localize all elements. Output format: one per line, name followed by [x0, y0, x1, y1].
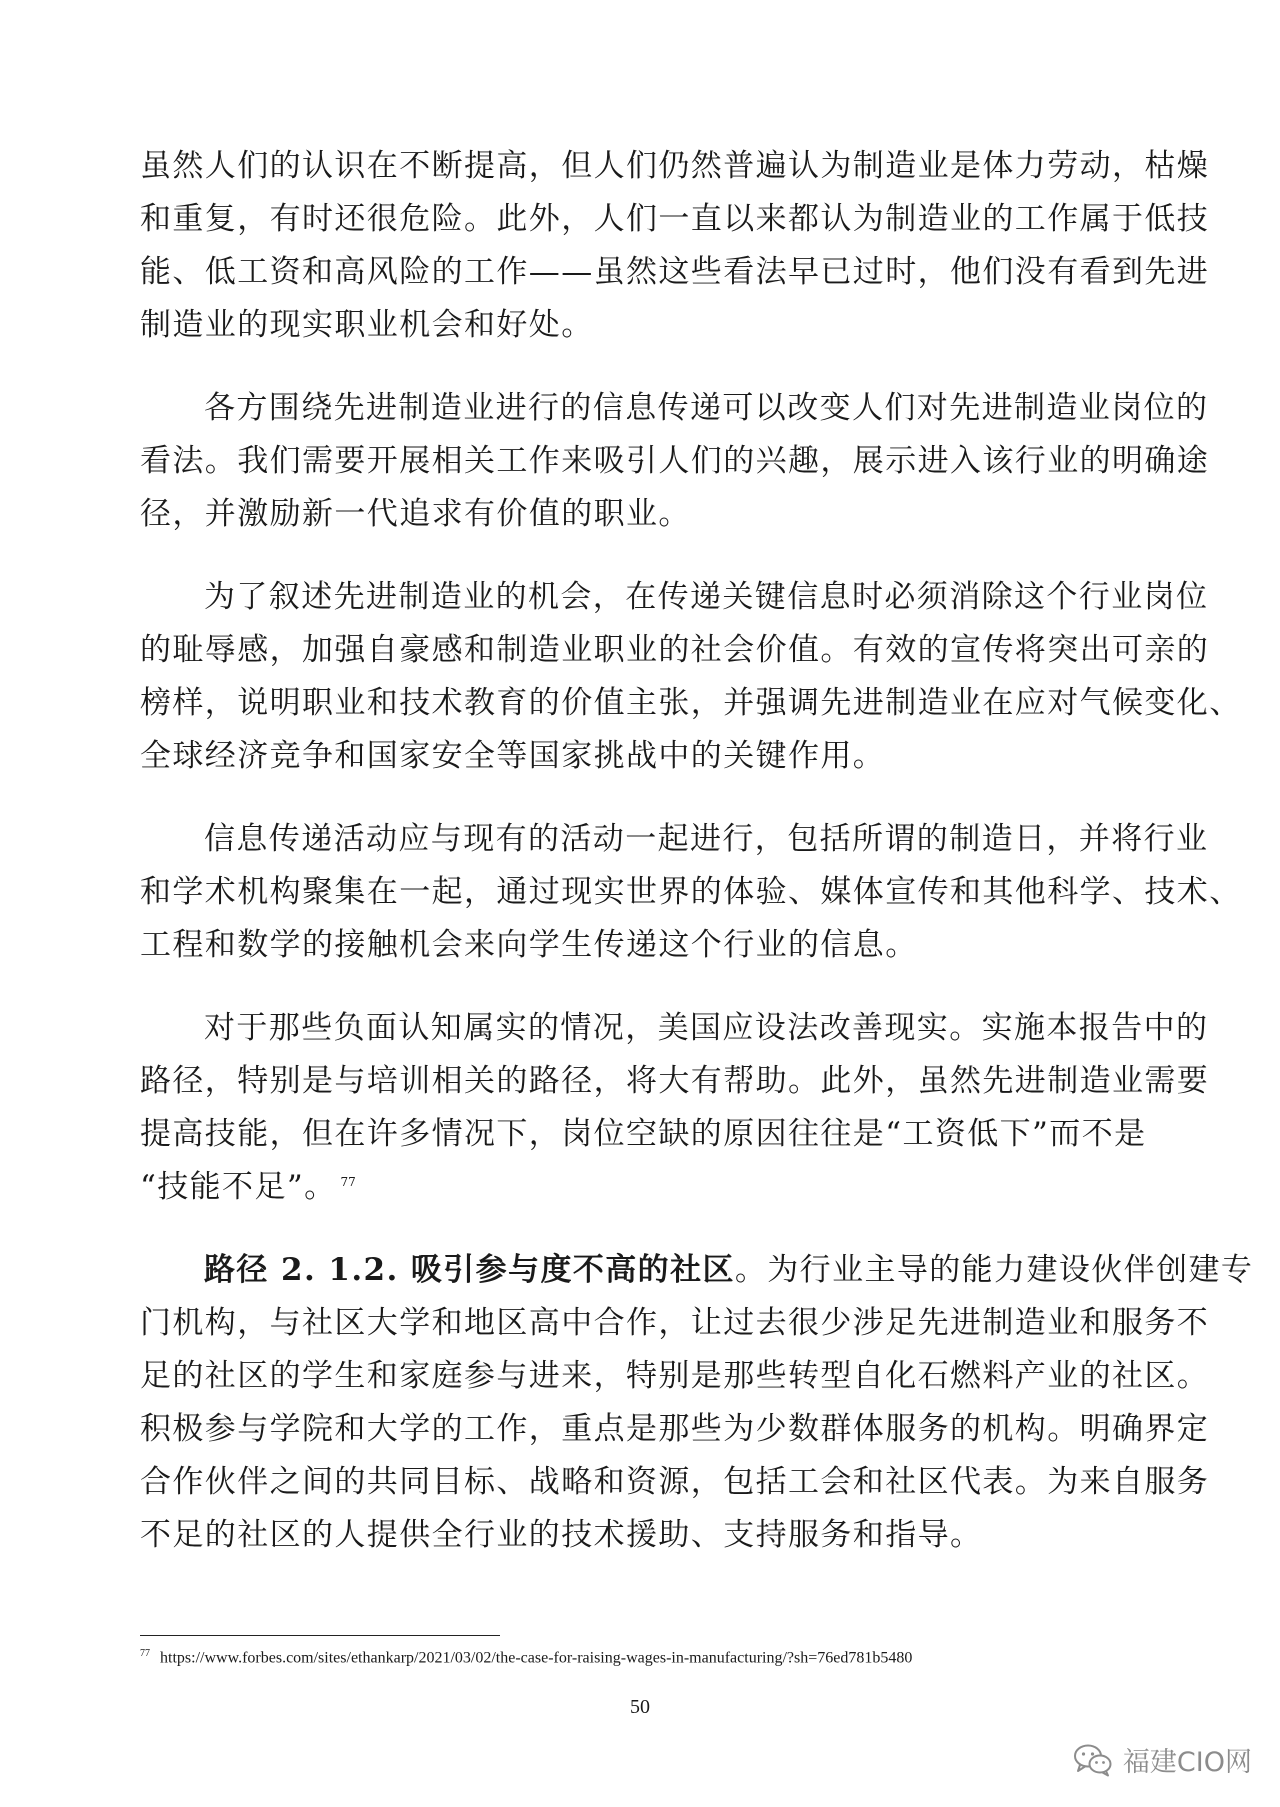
wechat-icon [1073, 1743, 1113, 1777]
text-line: 足的社区的学生和家庭参与进来，特别是那些转型自化石燃料产业的社区。 [140, 1358, 1210, 1394]
text-line: 径，并激励新一代追求有价值的职业。 [140, 496, 691, 532]
text-line-content: 。为行业主导的能力建设伙伴创建专 [734, 1252, 1254, 1288]
text-line: 看法。我们需要开展相关工作来吸引人们的兴趣，展示进入该行业的明确途 [140, 443, 1210, 479]
text-line: 和重复，有时还很危险。此外，人们一直以来都认为制造业的工作属于低技 [140, 201, 1210, 237]
text-line: 工程和数学的接触机会来向学生传递这个行业的信息。 [140, 927, 918, 963]
paragraph-1 [140, 140, 1210, 352]
text-line: 不足的社区的人提供全行业的技术援助、支持服务和指导。 [140, 1517, 983, 1553]
text-line: 和学术机构聚集在一起，通过现实世界的体验、媒体宣传和其他科学、技术、 [140, 874, 1242, 910]
watermark [1073, 1740, 1252, 1779]
text-line: 的耻辱感，加强自豪感和制造业职业的社会价值。有效的宣传将突出可亲的 [140, 632, 1210, 668]
footnote-link[interactable]: https://www.forbes.com/sites/ethankarp/2021/03/02/the-case-for-raising-wages-in-manufacturing/?sh=76ed781b5480 [160, 1649, 913, 1667]
text-line: 能、低工资和高风险的工作——虽然这些看法早已过时，他们没有看到先进 [140, 254, 1210, 290]
footnote-divider [140, 1635, 500, 1636]
paragraph-3 [140, 571, 1242, 783]
pathway-heading: 路径 2. 1.2. 吸引参与度不高的社区 [204, 1252, 735, 1288]
text-line: 榜样，说明职业和技术教育的价值主张，并强调先进制造业在应对气候变化、 [140, 685, 1242, 721]
text-line [140, 1244, 1254, 1297]
text-line: 制造业的现实职业机会和好处。 [140, 307, 594, 343]
paragraph-6 [140, 1244, 1254, 1562]
text-line: 积极参与学院和大学的工作，重点是那些为少数群体服务的机构。明确界定 [140, 1411, 1210, 1447]
footnote-reference[interactable]: 77 [340, 1174, 356, 1189]
text-line: 路径，特别是与培训相关的路径，将大有帮助。此外，虽然先进制造业需要 [140, 1063, 1210, 1099]
page-number: 50 [630, 1696, 650, 1718]
text-line: 对于那些负面认知属实的情况，美国应设法改善现实。实施本报告中的 [204, 1010, 1209, 1046]
paragraph-5 [140, 1002, 1210, 1214]
text-line-content: “技能不足”。 [140, 1169, 337, 1205]
footnote-number: 77 [140, 1648, 150, 1659]
text-line: 虽然人们的认识在不断提高，但人们仍然普遍认为制造业是体力劳动，枯燥 [140, 148, 1210, 184]
paragraph-4 [140, 813, 1242, 972]
paragraph-2 [140, 382, 1210, 541]
text-line: 提高技能，但在许多情况下，岗位空缺的原因往往是“工资低下”而不是 [140, 1116, 1147, 1152]
page-body [140, 140, 1254, 1592]
footnote [140, 1648, 912, 1667]
text-line: 为了叙述先进制造业的机会，在传递关键信息时必须消除这个行业岗位 [204, 579, 1209, 615]
text-line: 合作伙伴之间的共同目标、战略和资源，包括工会和社区代表。为来自服务 [140, 1464, 1210, 1500]
watermark-text: 福建CIO网 [1122, 1747, 1252, 1778]
text-line: 全球经济竞争和国家安全等国家挑战中的关键作用。 [140, 738, 886, 774]
text-line: 各方围绕先进制造业进行的信息传递可以改变人们对先进制造业岗位的 [204, 390, 1209, 426]
text-line [140, 1161, 1146, 1214]
text-line: 信息传递活动应与现有的活动一起进行，包括所谓的制造日，并将行业 [204, 821, 1209, 857]
text-line: 门机构，与社区大学和地区高中合作，让过去很少涉足先进制造业和服务不 [140, 1305, 1210, 1341]
